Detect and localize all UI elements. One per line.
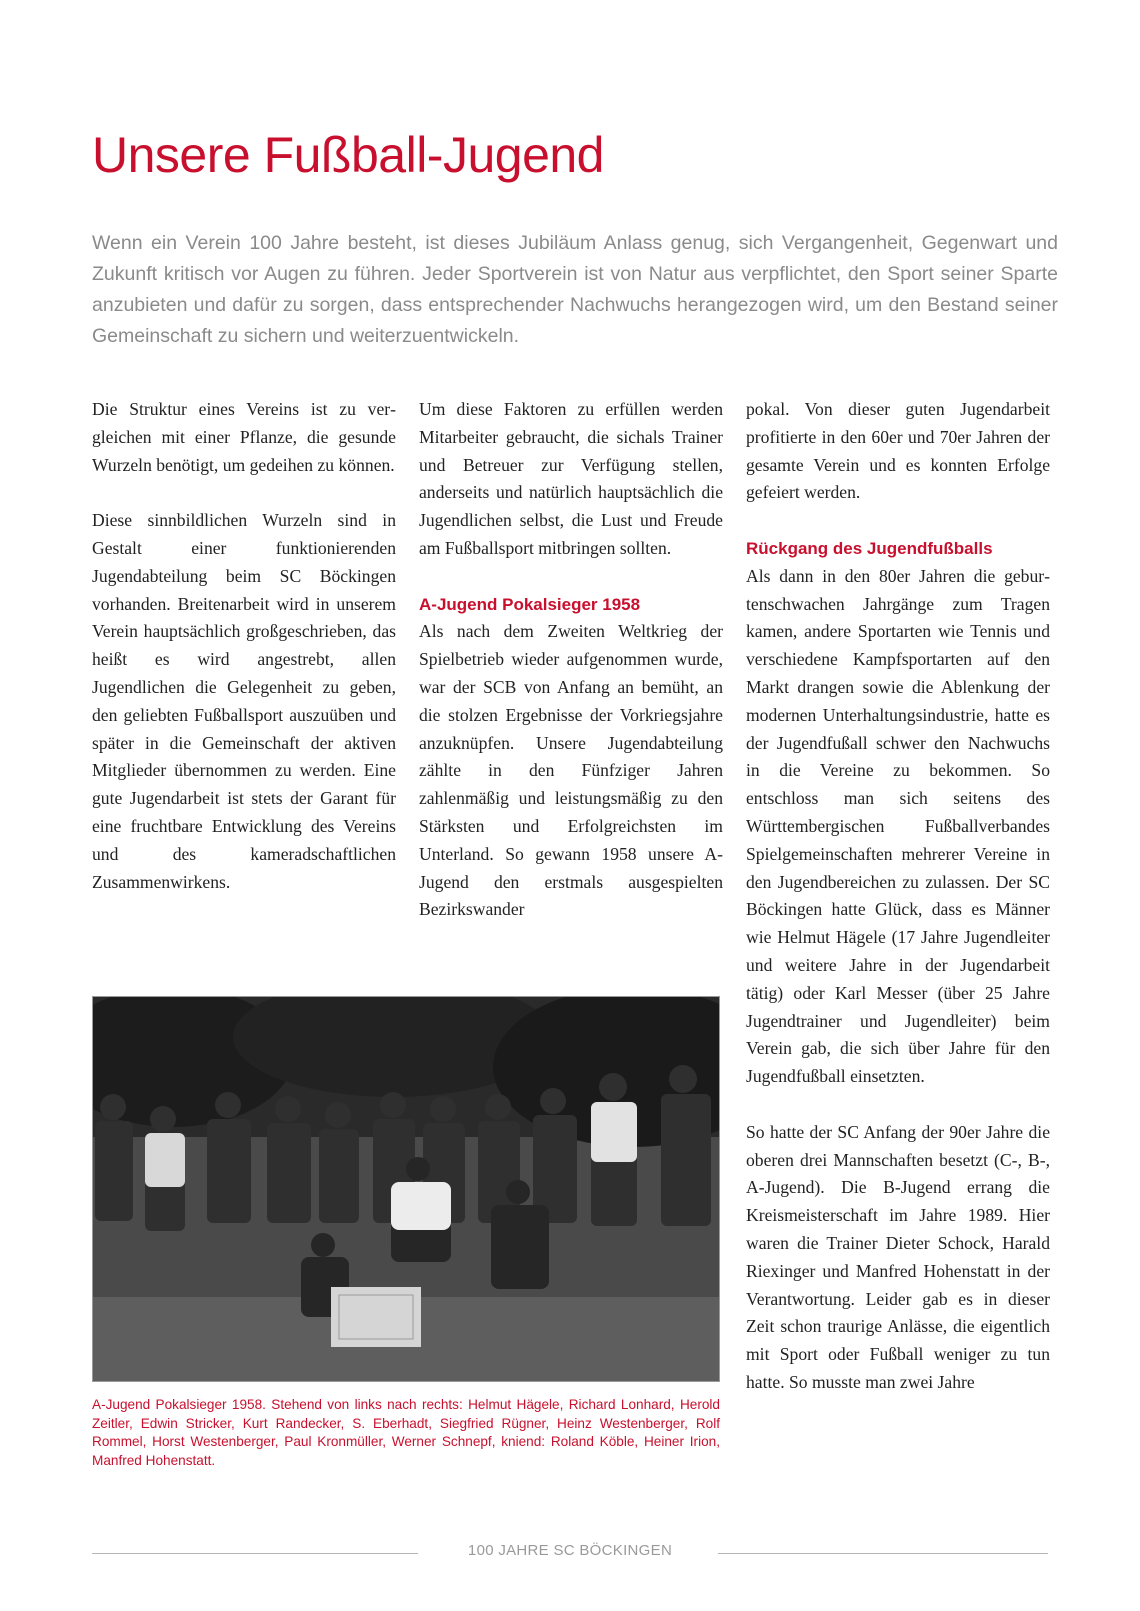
- section-heading-pokalsieger: A-Jugend Pokalsieger 1958: [419, 594, 641, 614]
- text-column-2: [419, 396, 723, 924]
- column-1-paragraph-2: Diese sinnbildlichen Wurzeln sind in Gestalt einer funktionierenden Jugendabteilung beim SC Böckingen vorhanden. Breitenarbeit wird in unserem Verein hauptsächlich großgeschrieben, das heißt es wird angestrebt, allen Jugendlichen die Gelegenheit zu geben, den geliebten Fußballsport auszuüben und später in die Gemeinschaft der aktiven Mitglieder übernommen zu werden. Eine gute Jugendarbeit ist stets der Garant für eine fruchtbare Entwicklung des Vereins und des kameradschaftlichen Zusammenwirkens.: [92, 510, 396, 892]
- column-2-paragraph-1: Um diese Faktoren zu erfüllen werden Mitarbeiter gebraucht, die sichals Trainer und Betreuer zur Verfügung stellen, anderseits und natürlich hauptsächlich die Jugendlichen selbst, die Lust und Freude am Fußballsport mitbringen sollten.: [419, 399, 723, 558]
- text-column-1: [92, 396, 396, 896]
- column-3-paragraph-2: Als dann in den 80er Jahren die geburtenschwachen Jahrgänge zum Tragen kamen, andere Sportarten wie Tennis und verschiedene Kampfsportarten auf den Markt drangen sowie die Ablenkung der modernen Unterhaltungsindustrie, hatte es der Jugendfußall schwer den Nachwuchs in die Vereine zu bekommen. So entschloss man sich seitens des Württembergischen Fußballverbandes Spielgemeinschaften mehrerer Vereine in den Jugendbereichen zu zulassen. Der SC Böckingen hatte Glück, dass es Männer wie Helmut Hägele (17 Jahre Jugendleiter und weitere Jahre in der Jugendarbeit tätig) oder Karl Messer (über 25 Jahre Jugendtrainer und Jugendleiter) beim Verein gab, die sich über Jahre für den Jugendfußball einsetzten.: [746, 565, 1050, 1087]
- team-photo: [92, 996, 720, 1382]
- footer-rule-right: [718, 1553, 1048, 1554]
- photo-caption: A-Jugend Pokalsieger 1958. Stehend von links nach rechts: Helmut Hägele, Richard Lonhard, Herold Zeitler, Edwin Stricker, Kurt Randecker, S. Eberhadt, Siegfried Rügner, Heinz Westenberger, Rolf Rommel, Horst Westenberger, Paul Kronmüller, Werner Schnepf, kniend: Roland Köble, Heiner Irion, Manfred Hohenstatt.: [92, 1397, 720, 1468]
- footer-label: 100 JAHRE SC BÖCKINGEN: [467, 1542, 673, 1559]
- column-3-paragraph-3: So hatte der SC Anfang der 90er Jahre die oberen drei Mannschaften besetzt (C-, B-, A-Jugend). Die B-Jugend errang die Kreismeisterschaft im Jahre 1989. Hier waren die Trainer Dieter Schock, Harald Riexinger und Manfred Hohenstatt in der Verantwortung. Leider gab es in dieser Zeit schon traurige Anlässe, die eigentlich mit Sport oder Fußball weniger zu tun hatte. So musste man zwei Jahre: [746, 1121, 1050, 1392]
- section-heading-rueckgang: Rückgang des Jugendfußballs: [746, 538, 993, 558]
- column-3-paragraph-1: pokal. Von dieser guten Jugendarbeit profitierte in den 60er und 70er Jahren der gesamte Verein und es konnten Erfolge gefeiert werden.: [746, 399, 1050, 503]
- text-column-3: [746, 396, 1050, 1397]
- team-photo-illustration: [93, 997, 720, 1382]
- page-title: Unsere Fußball-Jugend: [92, 127, 604, 183]
- column-2-paragraph-2: Als nach dem Zweiten Weltkrieg der Spielbetrieb wieder aufgenommen wurde, war der SCB von Anfang an bemüht, an die stolzen Ergebnisse der Vorkriegsjahre anzuknüpfen. Unsere Jugendabteilung zählte in den Fünfziger Jahren zahlenmäßig und leistungsmäßig zu den Stärksten und Erfolgreichsten im Unterland. So gewann 1958 unsere A-Jugend den erstmals ausgespielten Bezirkswander: [419, 621, 723, 920]
- intro-paragraph: Wenn ein Verein 100 Jahre besteht, ist dieses Jubiläum Anlass genug, sich Vergangenheit, Gegenwart und Zukunft kritisch vor Augen zu führen. Jeder Sportverein ist von Natur aus verpflichtet, den Sport seiner Sparte anzubieten und dafür zu sorgen, dass entsprechender Nachwuchs herangezogen wird, um den Bestand seiner Gemeinschaft zu sichern und weiterzuentwickeln.: [92, 232, 1058, 347]
- column-1-paragraph-1: Die Struktur eines Vereins ist zu vergleichen mit einer Pflanze, die gesunde Wurzeln benötigt, um gedeihen zu können.: [92, 399, 396, 475]
